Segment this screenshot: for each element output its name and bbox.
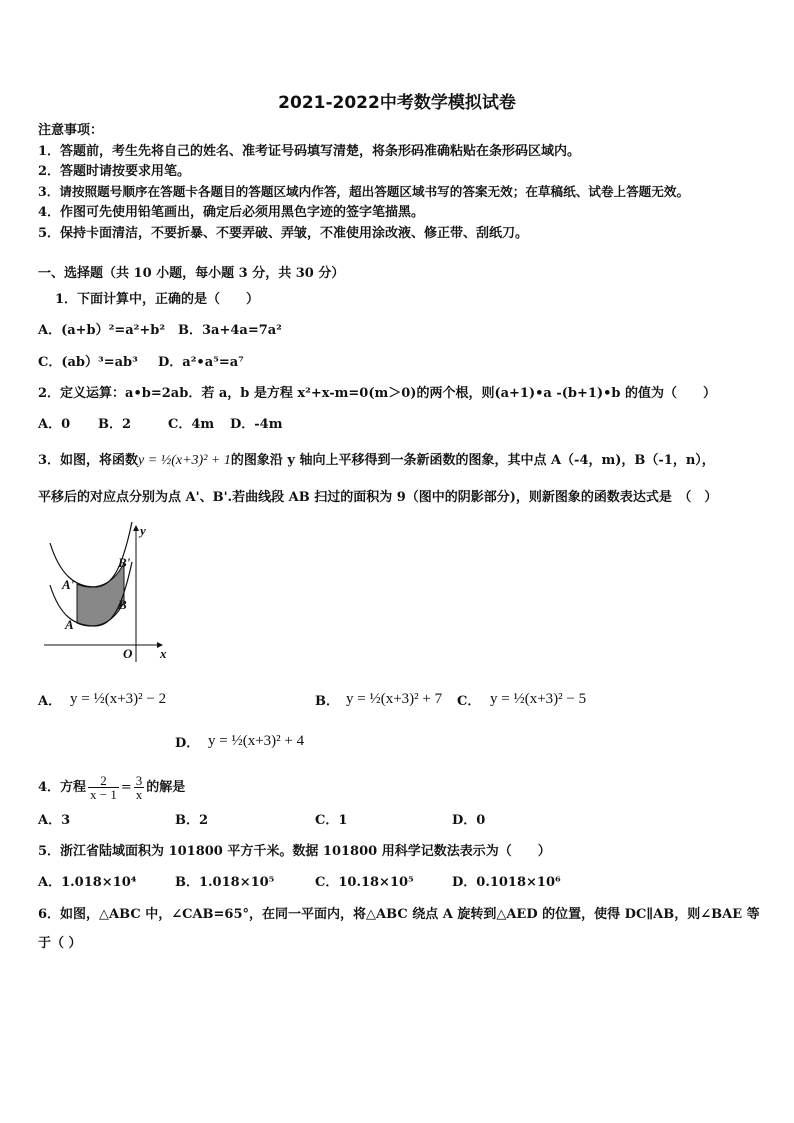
notice-heading: 注意事项：: [38, 123, 104, 138]
q2-stem: 2．定义运算：a•b=2ab．若 a，b 是方程 x²+x-m=0(m＞0)的两个根，则(a+1)•a -(b+1)•b 的值为（ ）: [38, 386, 717, 401]
q3-option-c: y = ½(x+3)² − 5: [490, 691, 587, 707]
q4-fraction-right: $\frac{3}{x}$: [135, 773, 143, 802]
fig-label-b: B: [118, 597, 127, 612]
q3-option-d-label: D．: [175, 736, 200, 751]
q2-option-b: B．2: [98, 417, 132, 432]
notice-item-1: 1．答题前，考生先将自己的姓名、准考证号码填写清楚，将条形码准确粘贴在条形码区域内。: [38, 144, 581, 159]
q2-option-a: A．0: [38, 417, 71, 432]
q1-option-b: B．3a+4a=7a²: [178, 323, 282, 338]
notice-item-5: 5．保持卡面清洁，不要折暴、不要弄破、弄皱，不准使用涂改液、修正带、刮纸刀。: [38, 226, 529, 241]
q3-option-a: y = ½(x+3)² − 2: [70, 691, 167, 707]
q4-stem-suffix: 的解是: [146, 780, 186, 795]
fig-label-a: A: [65, 617, 74, 632]
q4-stem-prefix: 4．方程: [38, 780, 87, 795]
q4-option-c: C．1: [315, 813, 348, 828]
q4-option-b: B．2: [175, 813, 209, 828]
notice-item-4: 4．作图可先使用铅笔画出，确定后必须用黑色字迹的签字笔描黑。: [38, 205, 425, 220]
page-title: 2021-2022中考数学模拟试卷: [278, 93, 516, 113]
shaded-area: [77, 563, 124, 626]
q1-option-c: C．(ab）³=ab³: [38, 355, 138, 370]
q2-option-c: C．4m: [168, 417, 215, 432]
q3-stem-prefix: 3．如图，将函数: [38, 453, 139, 468]
q3-parabola-figure: [40, 522, 172, 664]
q3-stem-line2: 平移后的对应点分别为点 A'、B'.若曲线段 AB 扫过的面积为 9（图中的阴影部分)，则新图象的函数表达式是 （ ）: [38, 490, 718, 505]
q5-option-d: D．0.1018×10⁶: [452, 875, 561, 890]
q3-option-c-label: C．: [457, 694, 481, 709]
fig-label-y: y: [140, 523, 146, 538]
fig-label-o: O: [123, 646, 133, 661]
q4-fraction-left: $\frac{2}{x - 1}$: [90, 773, 117, 802]
q3-stem-suffix: 的图象沿 y 轴向上平移得到一条新函数的图象，其中点 A（-4，m)，B（-1，n），: [230, 453, 715, 468]
q1-option-a: A．(a+b）²=a²+b²: [38, 323, 166, 338]
q5-option-a: A．1.018×10⁴: [38, 875, 137, 890]
q1-option-d: D．a²•a⁵=a⁷: [158, 355, 244, 370]
q4-stem: 4．方程 $\frac{2}{x - 1}$ = $\frac{3}{x}$ 的解是: [38, 773, 186, 802]
section-heading: 一、选择题（共 10 小题，每小题 3 分，共 30 分）: [38, 266, 345, 281]
q5-option-c: C．10.18×10⁵: [315, 875, 414, 890]
q4-option-a: A．3: [38, 813, 71, 828]
notice-item-3: 3．请按照题号顺序在答题卡各题目的答题区域内作答，超出答题区域书写的答案无效；在草稿纸、试卷上答题无效。: [38, 184, 690, 199]
q3-option-a-label: A．: [38, 694, 62, 709]
q3-option-d: y = ½(x+3)² + 4: [208, 733, 305, 749]
q6-stem-line2: 于（ ）: [38, 936, 82, 951]
q4-option-d: D．0: [452, 813, 486, 828]
q1-stem: 1．下面计算中，正确的是（ ）: [55, 292, 260, 307]
q3-option-b-label: B．: [315, 694, 339, 709]
q5-stem: 5．浙江省陆域面积为 101800 平方千米。数据 101800 用科学记数法表示为（ ）: [38, 844, 551, 859]
q3-function: y = ½(x+3)² + 1: [138, 453, 231, 468]
q5-option-b: B．1.018×10⁵: [175, 875, 275, 890]
fig-label-b-prime: B': [118, 555, 131, 570]
fig-label-x: x: [160, 646, 167, 661]
q2-option-d: D．-4m: [230, 417, 283, 432]
q3-option-b: y = ½(x+3)² + 7: [346, 691, 443, 707]
fig-label-a-prime: A': [62, 577, 75, 592]
notice-item-2: 2．答题时请按要求用笔。: [38, 164, 191, 179]
q6-stem-line1: 6．如图，△ABC 中，∠CAB=65°，在同一平面内，将△ABC 绕点 A 旋转到△AED 的位置，使得 DC∥AB，则∠BAE 等: [38, 907, 760, 922]
q3-stem-line1: [38, 452, 715, 470]
